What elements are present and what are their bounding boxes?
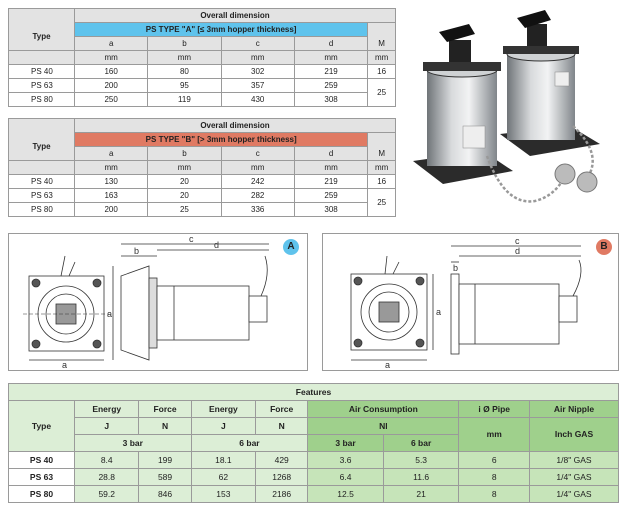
unit: J <box>191 418 255 435</box>
col-d: d <box>294 147 367 161</box>
features-type-label: Type <box>9 401 75 452</box>
unit: mm <box>368 51 396 65</box>
unit: J <box>75 418 139 435</box>
col-d: d <box>294 37 367 51</box>
header-air-consumption: Air Consumption <box>308 401 459 418</box>
unit: N <box>256 418 308 435</box>
header-pipe: i Ø Pipe <box>459 401 530 418</box>
table-row: PS 80 200 25 336 308 <box>9 203 396 217</box>
technical-drawing-a <box>9 234 309 372</box>
table-row: PS 40 130 20 242 219 16 <box>9 175 396 189</box>
unit: mm <box>148 51 221 65</box>
unit: mm <box>368 161 396 175</box>
col-m: M <box>368 37 396 51</box>
dim-label-b: b <box>453 263 459 273</box>
unit: mm <box>294 161 367 175</box>
table-row: PS 40 8.4 199 18.1 429 3.6 5.3 6 1/8" GAS <box>9 452 619 469</box>
dim-label-c: c <box>189 234 194 244</box>
col-b: b <box>148 147 221 161</box>
table-a-type-label: Type <box>9 23 75 51</box>
col-a: a <box>75 147 148 161</box>
features-title: Features <box>9 384 619 401</box>
dim-label-d: d <box>214 240 220 250</box>
product-photo <box>405 6 617 226</box>
col-c: c <box>221 37 294 51</box>
pressure-label: 6 bar <box>191 435 308 452</box>
unit: mm <box>75 161 148 175</box>
unit: Nl <box>308 418 459 435</box>
dim-label-b: b <box>134 246 140 256</box>
unit: N <box>139 418 191 435</box>
dim-label-a-side: a <box>107 309 113 319</box>
table-b-title: Overall dimension <box>75 119 396 133</box>
unit: mm <box>221 161 294 175</box>
col-m: M <box>368 147 396 161</box>
pressure-label: 3 bar <box>308 435 384 452</box>
pressure-label: 6 bar <box>383 435 459 452</box>
dim-label-a-front: a <box>62 360 68 370</box>
col-a: a <box>75 37 148 51</box>
col-b: b <box>148 37 221 51</box>
drawing-panel-a <box>8 233 308 371</box>
header-air-nipple: Air Nipple <box>530 401 619 418</box>
table-b-subtitle: PS TYPE "B" [> 3mm hopper thickness] <box>75 133 368 147</box>
table-row: PS 63 200 95 357 259 25 <box>9 79 396 93</box>
table-b-type-label: Type <box>9 133 75 161</box>
technical-drawing-b <box>323 234 620 372</box>
dim-label-a-front: a <box>385 360 391 370</box>
col-c: c <box>221 147 294 161</box>
dim-label-a-side: a <box>436 307 442 317</box>
header-energy: Energy <box>191 401 255 418</box>
table-row: PS 40 160 80 302 219 16 <box>9 65 396 79</box>
badge-b: B <box>596 239 612 255</box>
unit: Inch GAS <box>530 418 619 452</box>
header-force: Force <box>139 401 191 418</box>
dim-label-d: d <box>515 246 521 256</box>
dimension-table-b <box>8 118 396 217</box>
header-energy: Energy <box>75 401 139 418</box>
table-row: PS 80 250 119 430 308 <box>9 93 396 107</box>
table-row: PS 63 163 20 282 259 25 <box>9 189 396 203</box>
features-table <box>8 383 619 503</box>
header-force: Force <box>256 401 308 418</box>
drawing-panel-b <box>322 233 619 371</box>
unit: mm <box>459 418 530 452</box>
dimension-table-a <box>8 8 396 107</box>
unit: mm <box>75 51 148 65</box>
pressure-label: 3 bar <box>75 435 192 452</box>
badge-a: A <box>283 239 299 255</box>
table-row: PS 63 28.8 589 62 1268 6.4 11.6 8 1/4" GAS <box>9 469 619 486</box>
table-row: PS 80 59.2 846 153 2186 12.5 21 8 1/4" GAS <box>9 486 619 503</box>
unit: mm <box>294 51 367 65</box>
table-a-subtitle: PS TYPE "A" [≤ 3mm hopper thickness] <box>75 23 368 37</box>
unit: mm <box>221 51 294 65</box>
unit: mm <box>148 161 221 175</box>
table-a-title: Overall dimension <box>75 9 396 23</box>
dim-label-c: c <box>515 236 520 246</box>
